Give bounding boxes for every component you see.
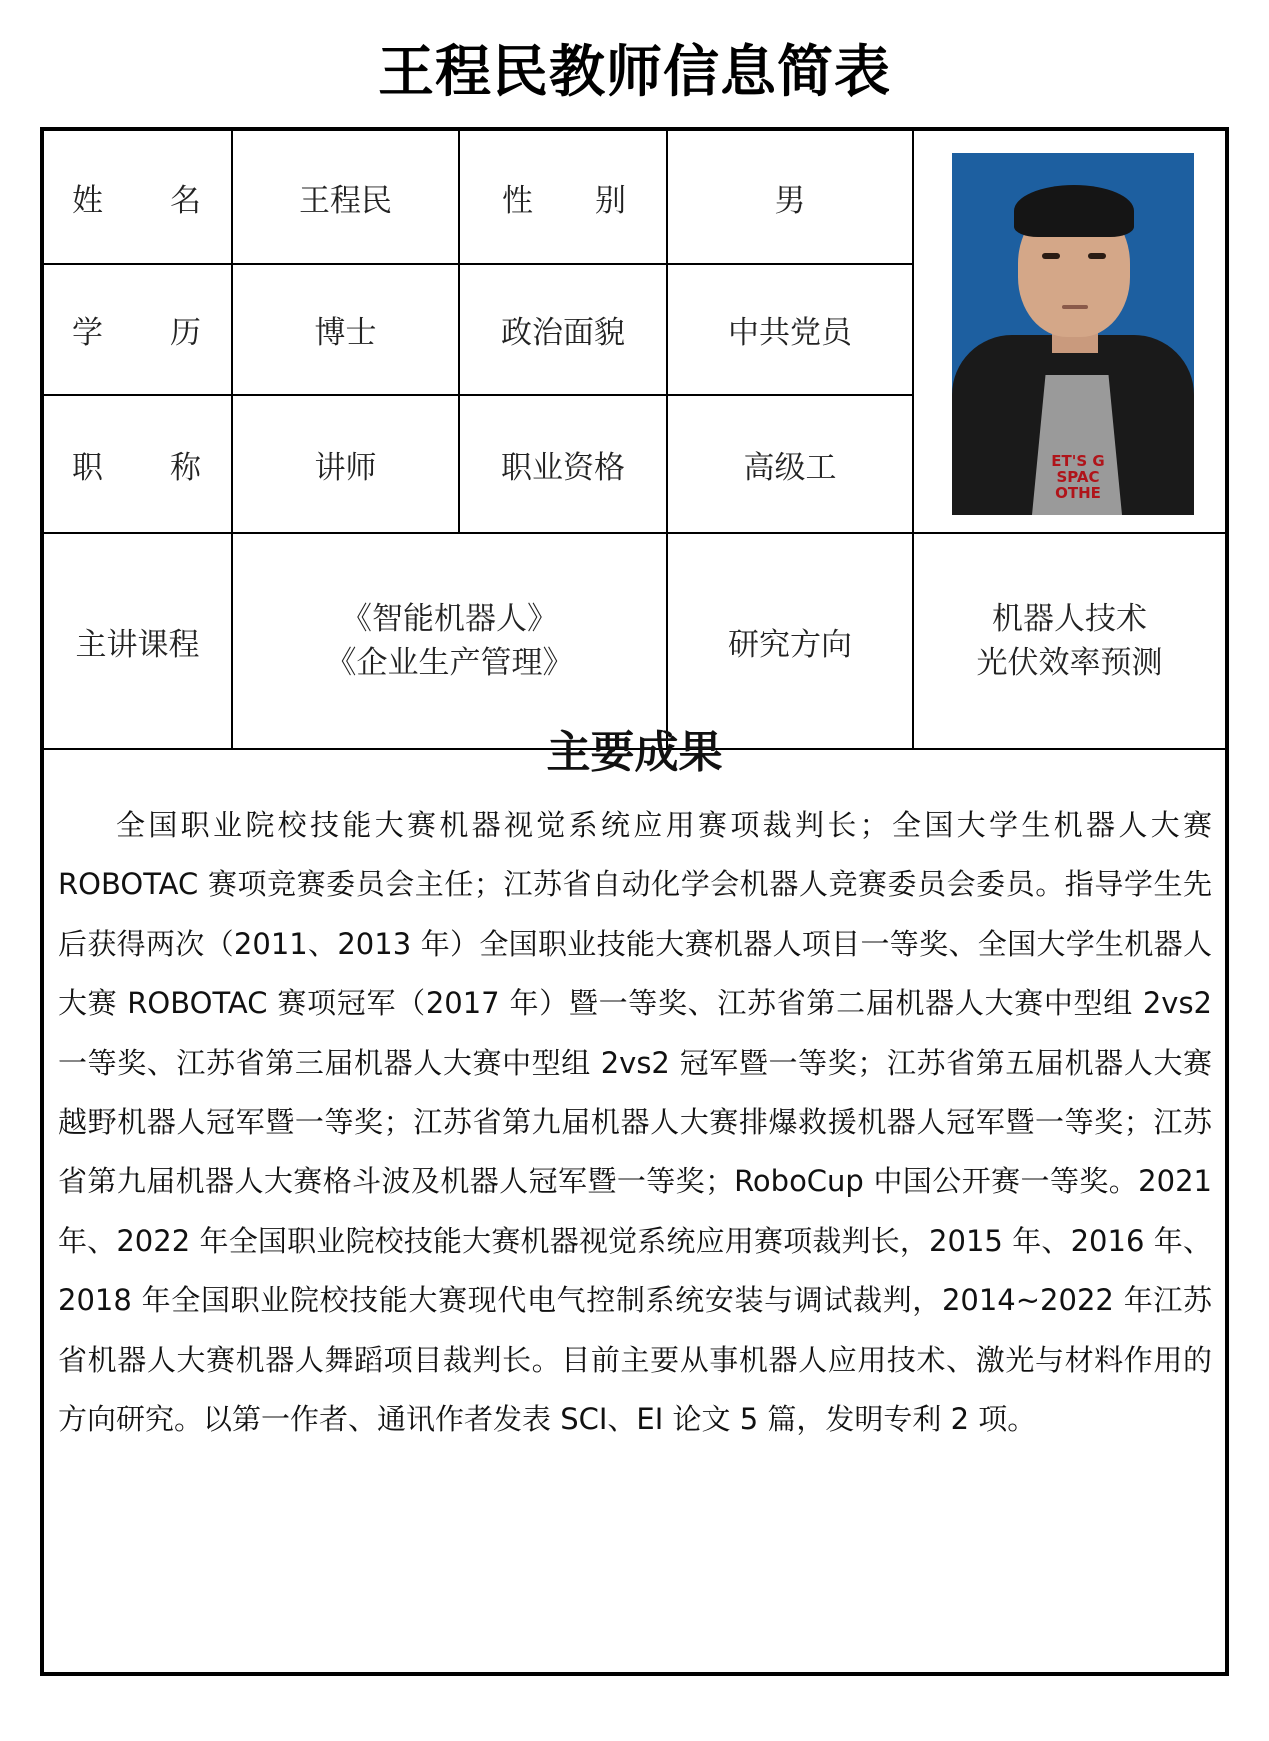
gender-label: 性 别 [459, 131, 667, 264]
research-item: 光伏效率预测 [976, 645, 1163, 681]
political-label: 政治面貌 [459, 264, 667, 395]
info-table [44, 131, 1225, 750]
name-value: 王程民 [232, 131, 459, 264]
table-row [44, 131, 1225, 264]
qualification-label: 职业资格 [459, 395, 667, 533]
name-label: 姓 名 [44, 131, 232, 264]
info-form-frame [40, 127, 1229, 1676]
education-value: 博士 [232, 264, 459, 395]
course-item: 《智能机器人》 [341, 601, 558, 637]
political-value: 中共党员 [667, 264, 913, 395]
gender-value: 男 [667, 131, 913, 264]
qualification-value: 高级工 [667, 395, 913, 533]
achievements-text: 全国职业院校技能大赛机器视觉系统应用赛项裁判长；全国大学生机器人大赛 ROBOTAC 赛项竞赛委员会主任；江苏省自动化学会机器人竞赛委员会委员。指导学生先后获得两次（2011、2013 年）全国职业技能大赛机器人项目一等奖、全国大学生机器人大赛 ROBOTAC 赛项冠军（2017 年）暨一等奖、江苏省第二届机器人大赛中型组 2vs2 一等奖、江苏省第三届机器人大赛中型组 2vs2 冠军暨一等奖；江苏省第五届机器人大赛越野机器人冠军暨一等奖；江苏省第九届机器人大赛排爆救援机器人冠军暨一等奖；江苏省第九届机器人大赛格斗波及机器人冠军暨一等奖；RoboCup 中国公开赛一等奖。2021 年、2022 年全国职业院校技能大赛机器视觉系统应用赛项裁判长，2015 年、2016 年、2018 年全国职业院校技能大赛现代电气控制系统安装与调试裁判，2014~2022 年江苏省机器人大赛机器人舞蹈项目裁判长。目前主要从事机器人应用技术、激光与材料作用的方向研究。以第一作者、通讯作者发表 SCI、EI 论文 5 篇，发明专利 2 项。 [58, 808, 1212, 1437]
education-label: 学 历 [44, 264, 232, 395]
page-title: 王程民教师信息简表 [378, 40, 891, 105]
achievements-heading: 主要成果 [546, 727, 723, 778]
portrait-photo [952, 153, 1194, 515]
courses-label: 主讲课程 [44, 533, 232, 749]
title-label: 职 称 [44, 395, 232, 533]
course-item: 《企业生产管理》 [325, 645, 574, 681]
research-label: 研究方向 [667, 533, 913, 749]
title-value: 讲师 [232, 395, 459, 533]
photo-cell [913, 131, 1225, 533]
research-item: 机器人技术 [992, 601, 1147, 637]
shirt-print: ET'S G SPAC OTHE [1051, 452, 1105, 502]
